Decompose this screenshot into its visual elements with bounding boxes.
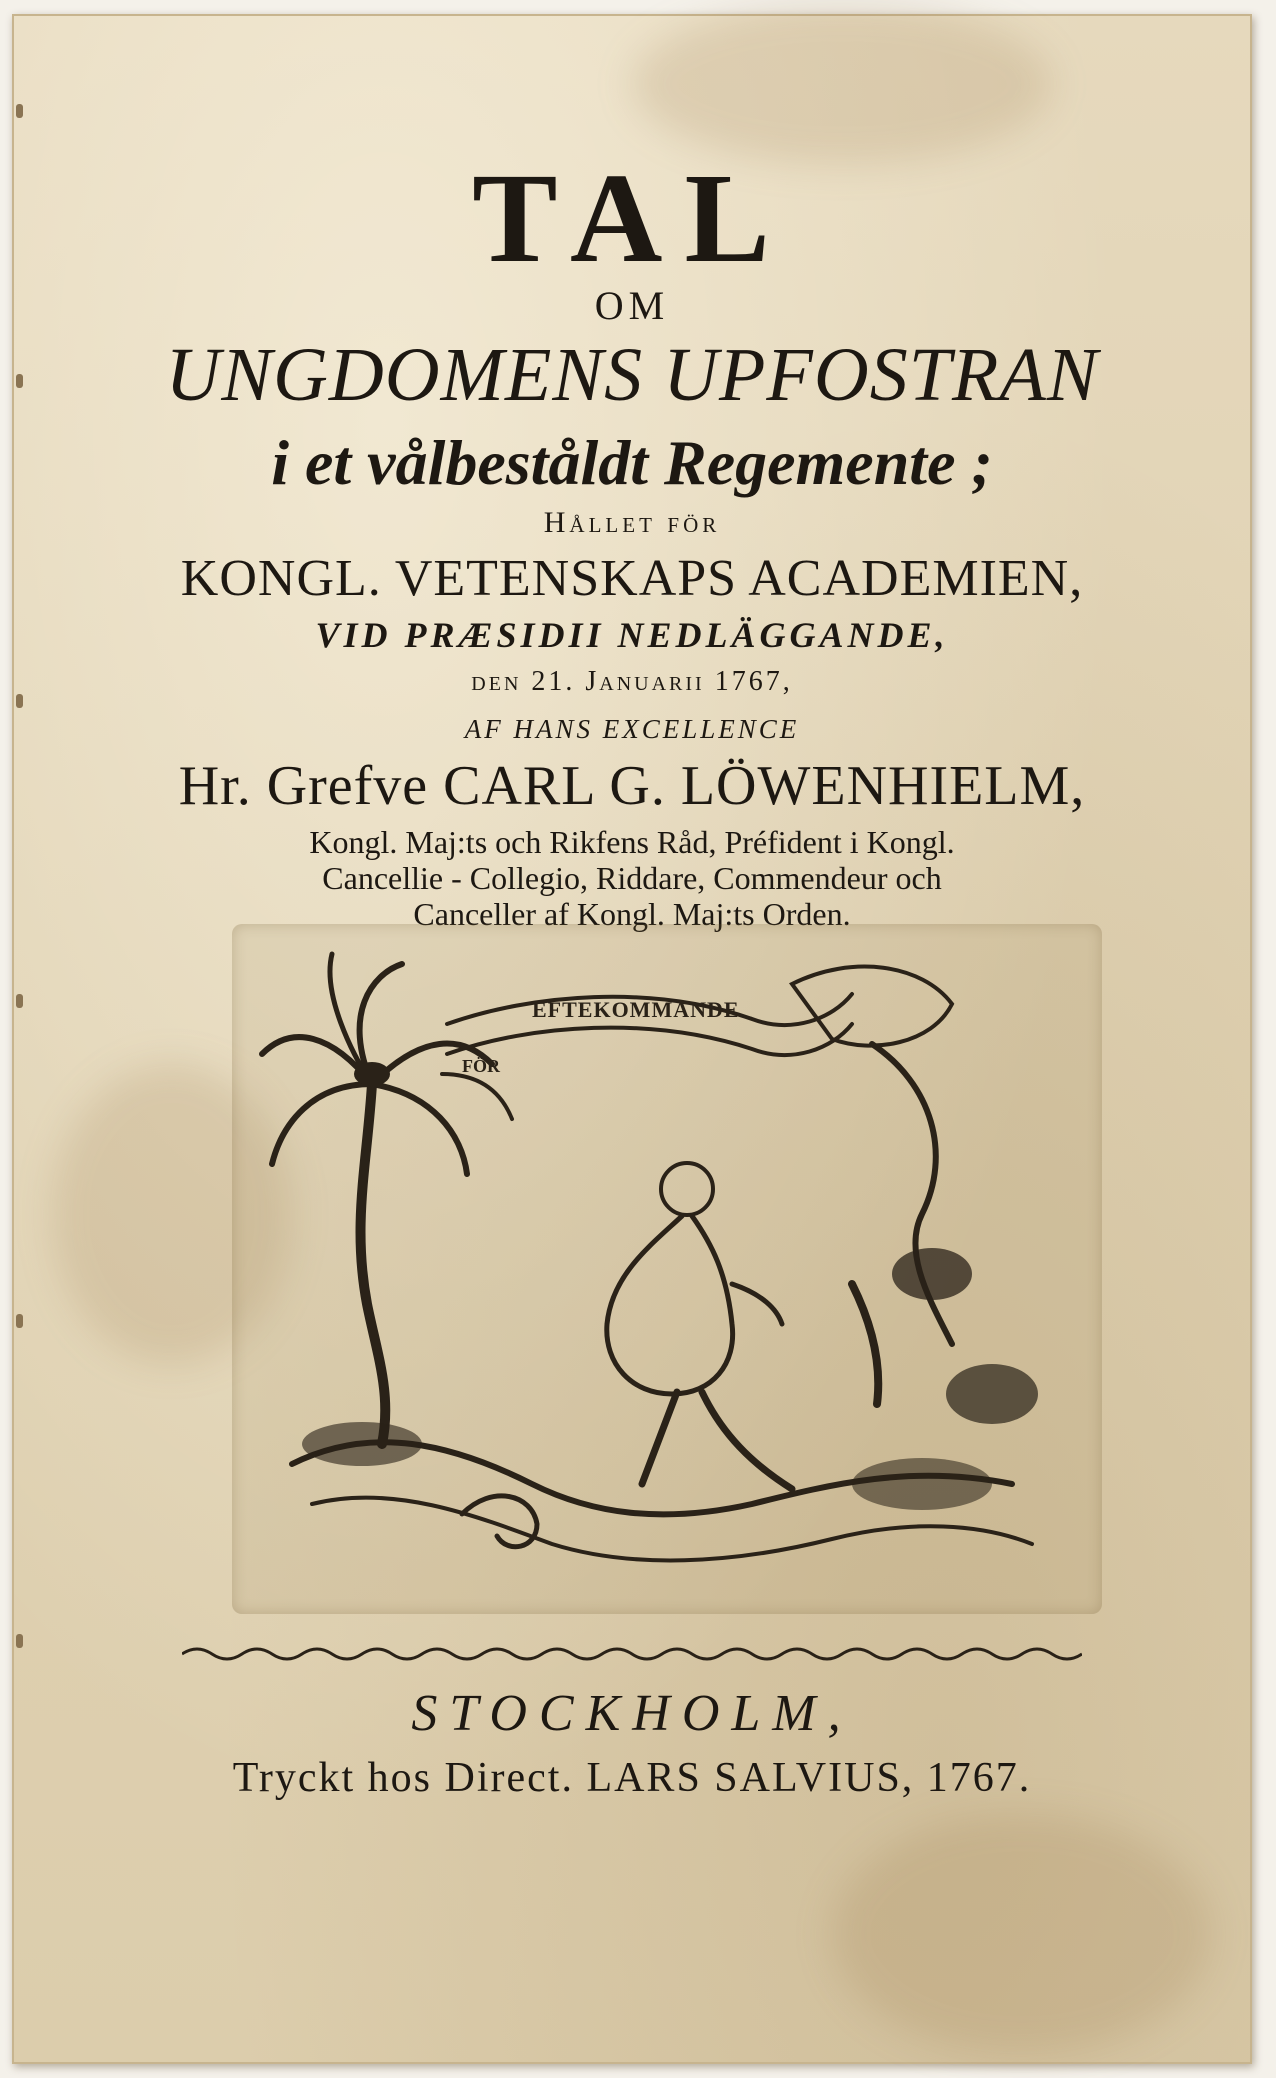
sower-leg	[642, 1392, 677, 1484]
paper-stain	[632, 4, 1052, 164]
binding-hole	[16, 1634, 23, 1648]
author-name: Hr. Grefve CARL G. LÖWENHIELM,	[178, 755, 1086, 817]
palm-trunk	[361, 1084, 386, 1444]
banner-ribbon	[442, 1074, 512, 1119]
sower-head	[661, 1163, 713, 1215]
book-page	[12, 14, 1252, 2064]
tree-stump	[852, 1284, 878, 1404]
imprint-city: STOCKHOLM,	[411, 1685, 853, 1742]
title-line-om: OM	[594, 283, 670, 328]
author-title-line-2: Cancellie - Collegio, Riddare, Commendeur och	[322, 860, 942, 896]
paper-stain	[832, 1814, 1212, 2054]
title-line-subject: UNGDOMENS UPFOSTRAN	[165, 333, 1099, 417]
banner-text-small: FÖR	[462, 1056, 500, 1076]
foliage-clump	[852, 1458, 992, 1510]
banner-text: EFTEKOMMANDE	[532, 997, 740, 1022]
palm-frond	[372, 1084, 467, 1174]
author-title-line-1: Kongl. Maj:ts och Rikfens Råd, Préfident i Kongl.	[309, 824, 955, 860]
sower-arm	[732, 1284, 782, 1324]
title-line-regemente: i et vålbeståldt Regemente ;	[271, 427, 993, 498]
wavy-divider	[182, 1639, 1082, 1669]
line-occasion: VID PRÆSIDII NEDLÄGGANDE,	[315, 615, 949, 655]
line-date: den 21. Januarii 1767,	[471, 666, 793, 697]
sower-leg	[702, 1392, 792, 1489]
engraving-svg	[232, 924, 1102, 1614]
title: TAL	[472, 147, 792, 289]
rocaille-curl	[462, 1496, 537, 1547]
banner-ribbon	[447, 1024, 852, 1055]
author-title-line-3: Canceller af Kongl. Maj:ts Orden.	[413, 896, 851, 932]
binding-hole	[16, 104, 23, 118]
palm-frond	[272, 1084, 372, 1164]
palm-crown	[354, 1062, 390, 1086]
line-excellence: AF HANS EXCELLENCE	[464, 714, 800, 744]
cornucopia	[792, 967, 952, 1046]
imprint-printer: Tryckt hos Direct. LARS SALVIUS, 1767.	[232, 1755, 1032, 1801]
engraving-illustration	[232, 924, 1102, 1614]
line-hallet: Hållet för	[543, 506, 721, 539]
foliage-clump	[946, 1364, 1038, 1424]
binding-hole	[16, 994, 23, 1008]
line-academy: KONGL. VETENSKAPS ACADEMIEN,	[180, 550, 1084, 607]
sower-body	[607, 1216, 733, 1394]
foliage-clump	[892, 1248, 972, 1300]
foliage-clump	[302, 1422, 422, 1466]
binding-hole	[16, 1314, 23, 1328]
